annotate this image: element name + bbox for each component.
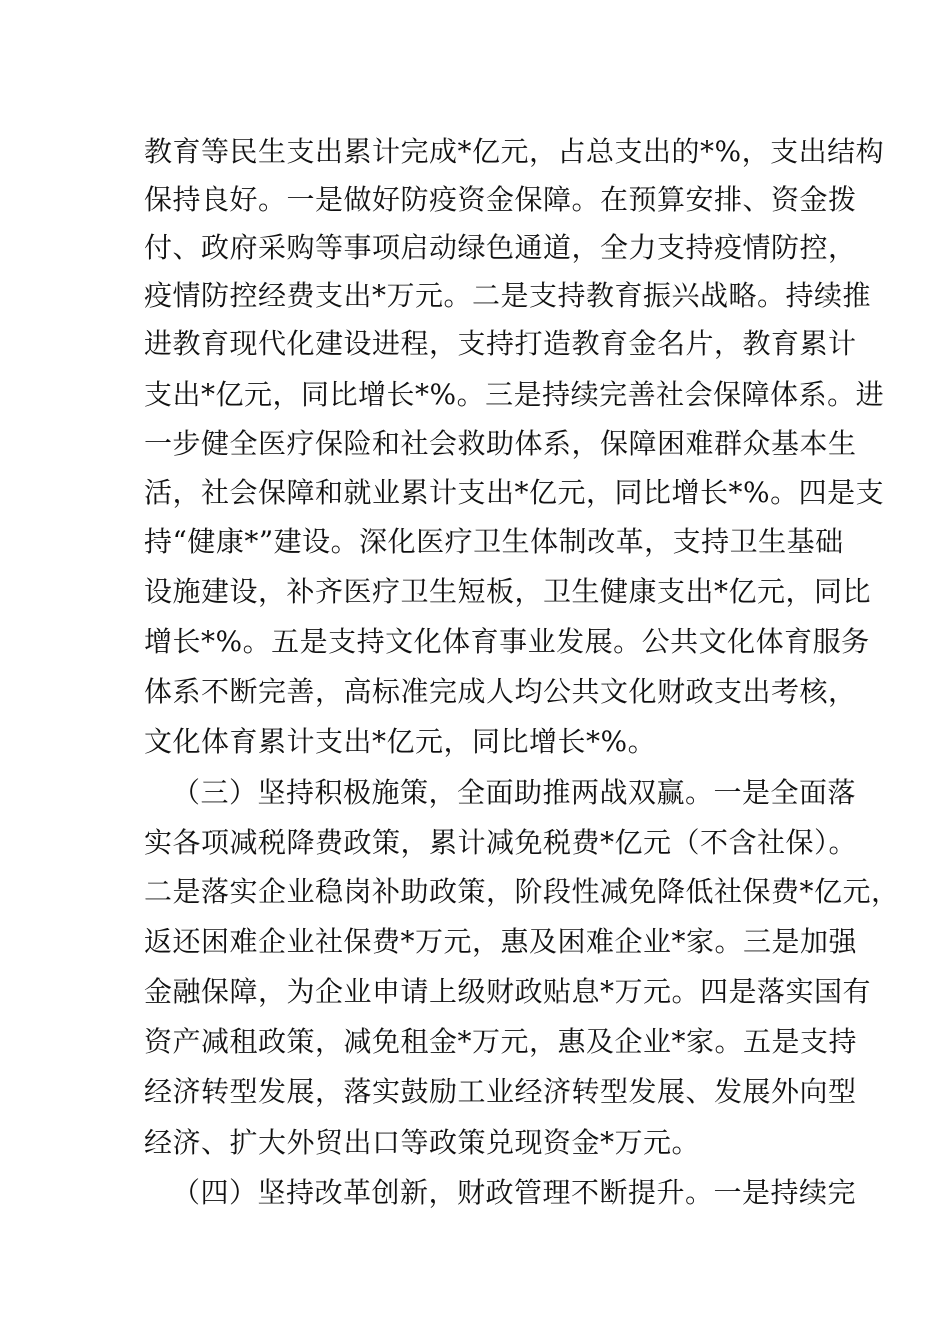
text-line: 一步健全医疗保险和社会救助体系，保障困难群众基本生 bbox=[144, 427, 857, 460]
text-line: 金融保障，为企业申请上级财政贴息*万元。四是落实国有 bbox=[144, 975, 872, 1008]
text-line: 进教育现代化建设进程，支持打造教育金名片，教育累计 bbox=[144, 327, 857, 360]
text-line: 经济、扩大外贸出口等政策兑现资金*万元。 bbox=[144, 1126, 701, 1159]
text-line: 设施建设，补齐医疗卫生短板，卫生健康支出*亿元，同比 bbox=[144, 575, 872, 608]
text-line: 资产减租政策，减免租金*万元，惠及企业*家。五是支持 bbox=[144, 1025, 858, 1058]
text-line: 体系不断完善，高标准完成人均公共文化财政支出考核， bbox=[144, 675, 857, 708]
text-line: 实各项减税降费政策，累计减免税费*亿元（不含社保）。 bbox=[144, 826, 858, 859]
section-heading-line: （四）坚持改革创新，财政管理不断提升。一是持续完 bbox=[172, 1176, 857, 1209]
text-line: 保持良好。一是做好防疫资金保障。在预算安排、资金拨 bbox=[144, 183, 857, 216]
text-line: 疫情防控经费支出*万元。二是支持教育振兴战略。持续推 bbox=[144, 279, 872, 312]
text-line: 付、政府采购等事项启动绿色通道，全力支持疫情防控， bbox=[144, 231, 857, 264]
text-line: 增长*%。五是支持文化体育事业发展。公共文化体育服务 bbox=[144, 625, 870, 658]
text-line: 文化体育累计支出*亿元，同比增长*%。 bbox=[144, 725, 657, 758]
text-line: 活，社会保障和就业累计支出*亿元，同比增长*%。四是支 bbox=[144, 476, 885, 509]
text-line: 返还困难企业社保费*万元，惠及困难企业*家。三是加强 bbox=[144, 925, 858, 958]
text-line: 二是落实企业稳岗补助政策，阶段性减免降低社保费*亿元， bbox=[144, 875, 900, 908]
text-line: 支出*亿元，同比增长*%。三是持续完善社会保障体系。进 bbox=[144, 378, 885, 411]
text-line: 持“健康*”建设。深化医疗卫生体制改革，支持卫生基础 bbox=[144, 525, 844, 558]
section-heading-line: （三）坚持积极施策，全面助推两战双赢。一是全面落 bbox=[172, 776, 857, 809]
text-line: 教育等民生支出累计完成*亿元，占总支出的*%，支出结构 bbox=[144, 135, 885, 168]
text-line: 经济转型发展，落实鼓励工业经济转型发展、发展外向型 bbox=[144, 1075, 857, 1108]
